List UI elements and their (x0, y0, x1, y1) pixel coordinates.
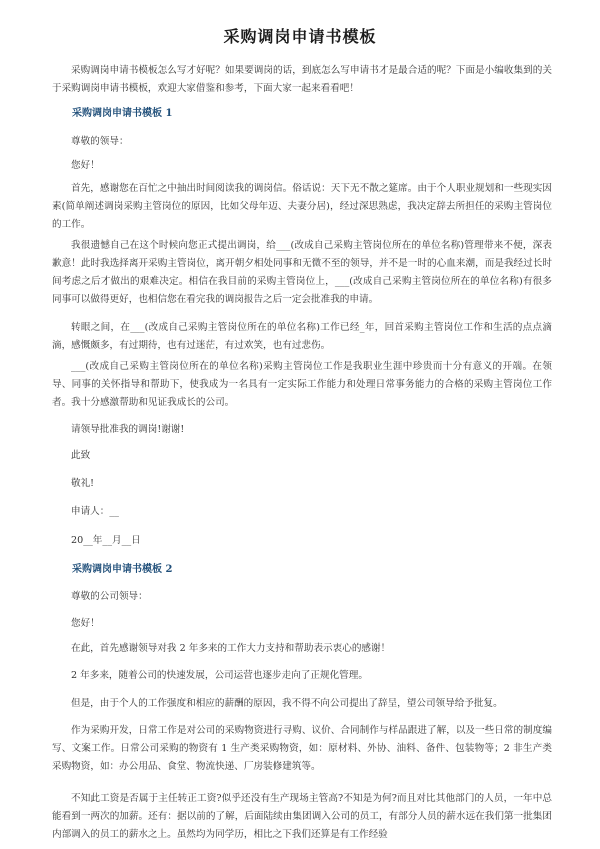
template2-paragraph-5: 不知此工资是否属于主任转正工资?似乎还没有生产现场主管高?不知是为何?而且对比其他部门的人员，一年中总能看到一两次的加薪。还有：据以前的了解，后面陆续由集团调入公司的员工，有部分人员的薪水远在我们第一批集团内部调入的员工的薪水之上。虽然均为同学历，相比之下我们还算是有工作经验 (52, 793, 552, 840)
template1-applicant: 申请人：__ (71, 506, 119, 517)
template1-paragraph-2: 我很遗憾自己在这个时候向您正式提出调岗，给___(改成自己采购主管岗位所在的单位名称)管理带来不便，深表歉意！此时我选择离开采购主管岗位，离开朝夕相处同事和无微不至的领导，并不是一时的心血来潮，而是我经过长时间考虑之后才做出的艰难决定。相信在我目前的采购主管岗位上，___(改成自己采购主管岗位所在的单位名称)有很多同事可以做得更好，也相信您在看完我的调岗报告之后一定会批准我的申请。 (52, 240, 552, 305)
template2-paragraph-4: 作为采购开发，日常工作是对公司的采购物资进行寻购、议价、合同制作与样品跟进了解，以及一些日常的制度编写、文案工作。日常公司采购的物资有 1 生产类采购物资，如：原材料、外协、油料、备件、包装物等；2 非生产类采购物资，如：办公用品、食堂、物流快递、厂房装修建筑等。 (52, 725, 552, 772)
template1-salutation: 尊敬的领导： (71, 136, 129, 147)
template1-request: 请领导批准我的调岗!谢谢! (71, 424, 185, 435)
template1-greeting: 您好！ (71, 160, 100, 171)
template2-paragraph-1: 在此，首先感谢领导对我 2 年多来的工作大力支持和帮助表示衷心的感谢！ (71, 643, 391, 654)
template1-paragraph-4: ___(改成自己采购主管岗位所在的单位名称)采购主管岗位工作是我职业生涯中珍贵而十分有意义的开端。在领导、同事的关怀指导和帮助下，使我成为一名具有一定实际工作能力和处理日常事务能力的合格的采购主管岗位工作者。我十分感激帮助和见证我成长的公司。 (52, 361, 552, 408)
intro-paragraph: 采购调岗申请书模板怎么写才好呢？如果要调岗的话，到底怎么写申请书才是最合适的呢？下面是小编收集到的关于采购调岗申请书模板，欢迎大家借鉴和参考，下面大家一起来看看吧！ (52, 65, 552, 94)
template1-closing-1: 此致 (71, 450, 91, 461)
template1-heading: 采购调岗申请书模板 1 (72, 108, 173, 119)
template2-paragraph-2: 2 年多来，随着公司的快速发展，公司运营也逐步走向了正规化管理。 (71, 670, 368, 681)
document-title: 采购调岗申请书模板 (223, 27, 377, 46)
template1-date: 20__年__月__日 (71, 535, 141, 546)
template2-salutation: 尊敬的公司领导： (71, 591, 148, 602)
template1-closing-2: 敬礼! (71, 478, 95, 489)
template2-heading: 采购调岗申请书模板 2 (72, 564, 173, 575)
template2-greeting: 您好！ (71, 618, 100, 629)
template2-paragraph-3: 但是，由于个人的工作强度和相应的薪酬的原因，我不得不向公司提出了辞呈，望公司领导给予批复。 (71, 698, 503, 709)
template1-paragraph-3: 转眼之间，在___(改成自己采购主管岗位所在的单位名称)工作已经_年，回首采购主管岗位工作和生活的点点滴滴，感慨颇多，有过期待，也有过迷茫，有过欢笑，也有过悲伤。 (52, 322, 552, 351)
template1-paragraph-1: 首先，感谢您在百忙之中抽出时间阅读我的调岗信。俗话说：天下无不散之筵席。由于个人职业规划和一些现实因素(简单阐述调岗采购主管岗位的原因，比如父母年迈、夫妻分居)，经过深思熟虑，我决定辞去所担任的采购主管岗位的工作。 (52, 183, 552, 230)
